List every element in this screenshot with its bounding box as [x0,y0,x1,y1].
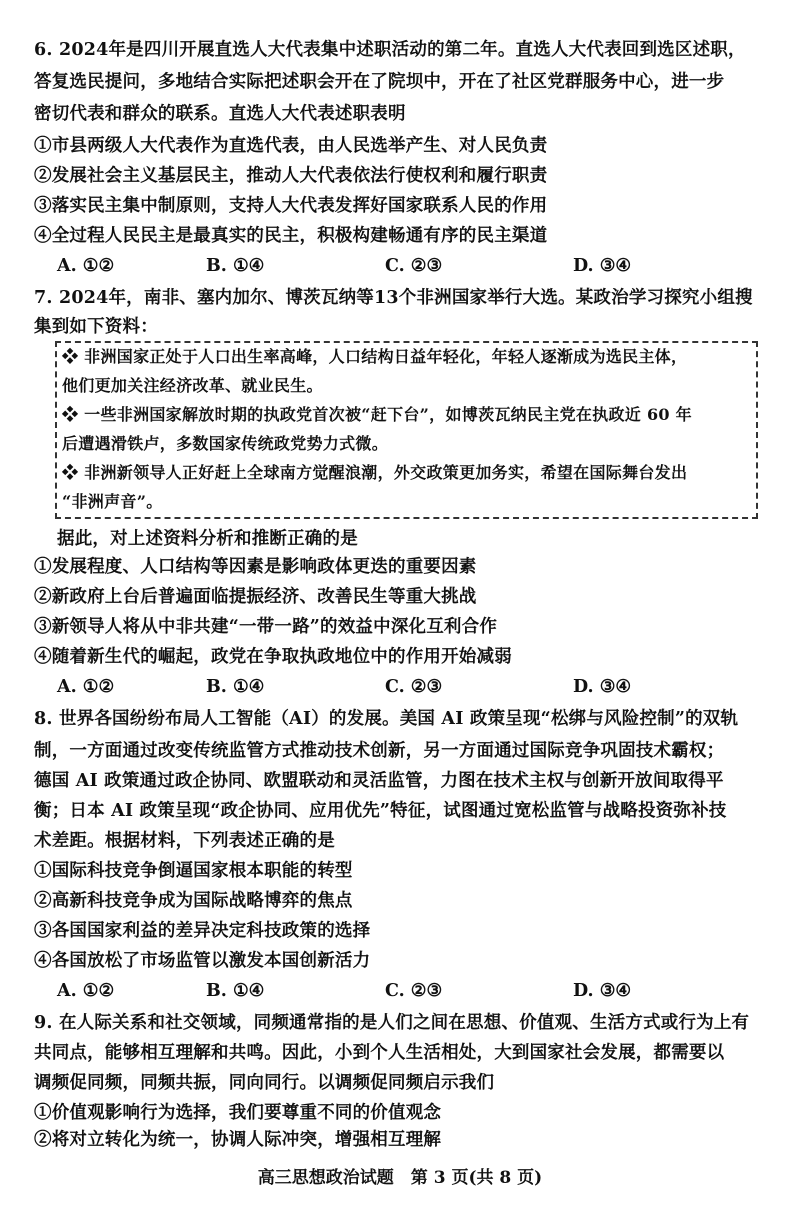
q7-material-line: “非洲声音”。 [62,492,163,511]
q6-item: ②发展社会主义基层民主，推动人大代表依法行使权利和履行职责 [34,166,548,186]
q7-stem-line: 集到如下资料： [34,317,158,337]
q7-material-line: ❖ 非洲国家正处于人口出生率高峰，人口结构日益年轻化，年轻人逐渐成为选民主体， [62,347,688,366]
q8-stem-line: 德国 AI 政策通过政企协同、欧盟联动和灵活监管，力图在技术主权与创新开放间取得平 [34,771,724,791]
q6-item: ①市县两级人大代表作为直选代表，由人民选举产生、对人民负责 [34,136,548,156]
q7-material-line: ❖ 一些非洲国家解放时期的执政党首次被“赶下台”，如博茨瓦纳民主党在执政近 60 年 [62,405,692,424]
q7-option-c: C. ②③ [385,677,443,697]
q7-item: ①发展程度、人口结构等因素是影响政体更迭的重要因素 [34,557,477,577]
q7-material-line: 他们更加关注经济改革、就业民生。 [62,376,323,395]
q6-stem-line: 密切代表和群众的联系。直选人大代表述职表明 [34,104,406,124]
q7-item: ③新领导人将从中非共建“一带一路”的效益中深化互利合作 [34,617,498,637]
q6-item: ③落实民主集中制原则，支持人大代表发挥好国家联系人民的作用 [34,196,548,216]
q9-stem-line: 调频促同频，同频共振，同向同行。以调频促同频启示我们 [34,1073,495,1093]
q8-option-a: A. ①② [57,981,115,1001]
q8-item: ③各国国家利益的差异决定科技政策的选择 [34,921,371,941]
q6-stem-line: 答复选民提问，多地结合实际把述职会开在了院坝中，开在了社区党群服务中心，进一步 [34,72,725,92]
q8-stem-line: 术差距。根据材料，下列表述正确的是 [34,831,335,851]
q9-item: ①价值观影响行为选择，我们要尊重不同的价值观念 [34,1103,442,1123]
q7-lead: 据此，对上述资料分析和推断正确的是 [57,529,358,549]
q6-option-b: B. ①④ [206,256,265,276]
q8-stem-line: 衡；日本 AI 政策呈现“政企协同、应用优先”特征，试图通过宽松监管与战略投资弥补技 [34,801,727,821]
q8-option-d: D. ③④ [573,981,632,1001]
q7-material-line: 后遭遇滑铁卢，多数国家传统政党势力式微。 [62,434,389,453]
q8-option-b: B. ①④ [206,981,265,1001]
q8-item: ②高新科技竞争成为国际战略博弈的焦点 [34,891,353,911]
q9-stem-line: 9. 在人际关系和社交领域，同频通常指的是人们之间在思想、价值观、生活方式或行为上有 [34,1013,750,1033]
q8-option-c: C. ②③ [385,981,443,1001]
q6-stem-line: 6. 2024年是四川开展直选人大代表集中述职活动的第二年。直选人大代表回到选区述职， [34,40,746,60]
q7-item: ②新政府上台后普遍面临提振经济、改善民生等重大挑战 [34,587,477,607]
q6-option-d: D. ③④ [573,256,632,276]
q7-option-d: D. ③④ [573,677,632,697]
page-footer: 高三思想政治试题 第 3 页(共 8 页) [257,1168,543,1188]
q7-option-a: A. ①② [57,677,115,697]
q7-stem-line: 7. 2024年，南非、塞内加尔、博茨瓦纳等13个非洲国家举行大选。某政治学习探究小组搜 [34,288,753,308]
q8-stem-line: 8. 世界各国纷纷布局人工智能（AI）的发展。美国 AI 政策呈现“松绑与风险控制”的双轨 [34,709,739,729]
q7-option-b: B. ①④ [206,677,265,697]
q7-material-line: ❖ 非洲新领导人正好赶上全球南方觉醒浪潮，外交政策更加务实，希望在国际舞台发出 [62,463,688,482]
q8-stem-line: 制，一方面通过改变传统监管方式推动技术创新，另一方面通过国际竞争巩固技术霸权； [34,741,725,761]
q9-item: ②将对立转化为统一，协调人际冲突，增强相互理解 [34,1130,442,1150]
q6-option-a: A. ①② [57,256,115,276]
q8-item: ①国际科技竞争倒逼国家根本职能的转型 [34,861,353,881]
q9-stem-line: 共同点，能够相互理解和共鸣。因此，小到个人生活相处，大到国家社会发展，都需要以 [34,1043,725,1063]
q7-item: ④随着新生代的崛起，政党在争取执政地位中的作用开始减弱 [34,647,512,667]
q6-option-c: C. ②③ [385,256,443,276]
q8-item: ④各国放松了市场监管以激发本国创新活力 [34,951,371,971]
q6-item: ④全过程人民民主是最真实的民主，积极构建畅通有序的民主渠道 [34,226,548,246]
